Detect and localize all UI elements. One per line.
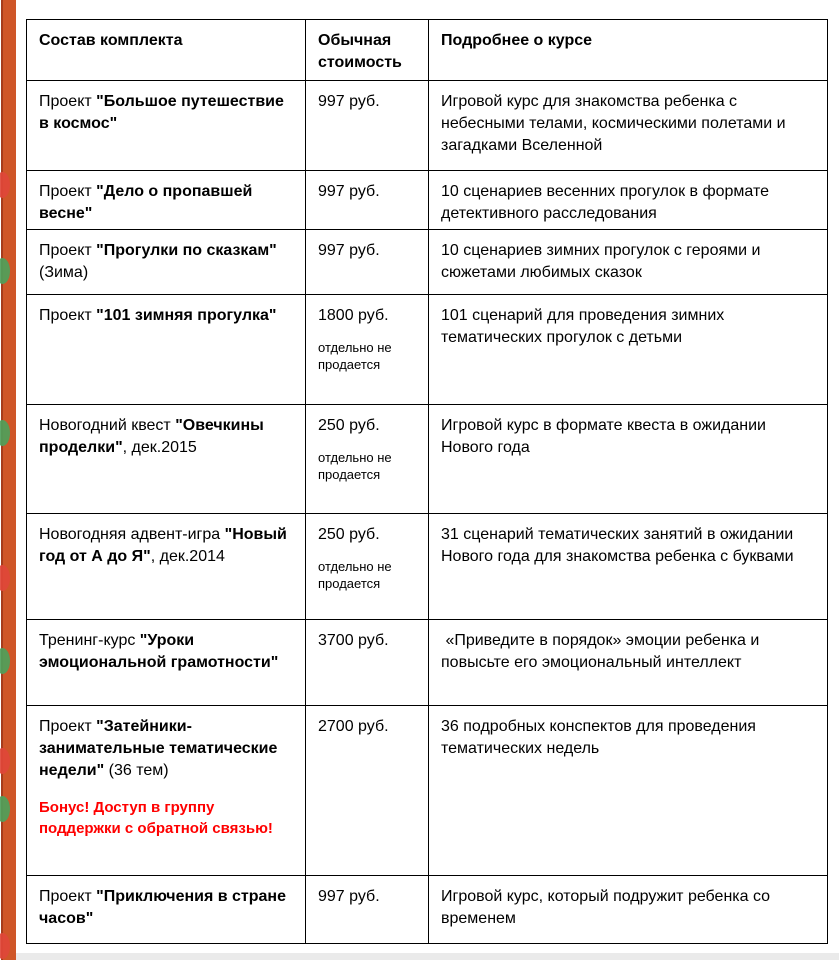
- course-table: [26, 19, 828, 944]
- course-name: [39, 716, 293, 782]
- cell-composition: [27, 230, 306, 295]
- course-name-title: "Дело о пропавшей весне": [39, 183, 253, 222]
- cell-description: [429, 514, 828, 620]
- price-value: 997 руб.: [318, 242, 380, 259]
- strip-ornament: [0, 933, 10, 959]
- table-row: [27, 514, 828, 620]
- table-row: [27, 230, 828, 295]
- table-header-row: [27, 20, 828, 81]
- table-body: [27, 81, 828, 944]
- course-name: [39, 305, 293, 327]
- bottom-bar: [16, 953, 839, 960]
- column-header-details: Подробнее о курсе: [429, 20, 828, 81]
- course-name-prefix: Проект: [39, 93, 97, 110]
- course-name: [39, 91, 293, 135]
- cell-composition: [27, 876, 306, 944]
- course-description: «Приведите в порядок» эмоции ребенка и повысьте его эмоциональный интеллект: [441, 632, 760, 671]
- course-name-prefix: Тренинг-курс: [39, 632, 140, 649]
- course-name: [39, 181, 293, 225]
- course-name-prefix: Проект: [39, 242, 97, 259]
- course-name-suffix: (36 тем): [104, 762, 169, 779]
- course-description: 101 сценарий для проведения зимних тематических прогулок с детьми: [441, 307, 725, 346]
- course-description: 10 сценариев зимних прогулок с героями и сюжетами любимых сказок: [441, 242, 761, 281]
- table-row: [27, 706, 828, 876]
- course-name-prefix: Новогодний квест: [39, 417, 176, 434]
- price-note: отдельно не продается: [318, 340, 392, 372]
- price-note: отдельно не продается: [318, 559, 392, 591]
- course-name-title: "Затейники-занимательные тематические недели": [39, 718, 278, 779]
- course-name-title: "Большое путешествие в космос": [39, 93, 284, 132]
- price-value: 3700 руб.: [318, 632, 389, 649]
- course-name-suffix: (Зима): [39, 264, 89, 281]
- strip-ornament: [0, 258, 10, 284]
- course-name-title: "Приключения в стране часов": [39, 888, 286, 927]
- course-name: [39, 240, 293, 284]
- table-row: [27, 405, 828, 514]
- table-row: [27, 295, 828, 405]
- price-value: 250 руб.: [318, 526, 380, 543]
- course-description: Игровой курс для знакомства ребенка с небесными телами, космическими полетами и загадками Вселенной: [441, 93, 786, 154]
- strip-ornament: [0, 648, 10, 674]
- strip-ornament: [0, 420, 10, 446]
- price-note: отдельно не продается: [318, 450, 392, 482]
- course-name: [39, 886, 293, 930]
- cell-composition: [27, 81, 306, 171]
- cell-description: [429, 706, 828, 876]
- cell-description: [429, 81, 828, 171]
- course-description: Игровой курс в формате квеста в ожидании Нового года: [441, 417, 766, 456]
- strip-ornament: [0, 748, 10, 774]
- price-value: 1800 руб.: [318, 307, 389, 324]
- column-header-price: Обычная стоимость: [306, 20, 429, 81]
- cell-description: [429, 620, 828, 706]
- cell-price: [306, 876, 429, 944]
- cell-description: [429, 230, 828, 295]
- table-row: [27, 171, 828, 230]
- price-value: 997 руб.: [318, 183, 380, 200]
- table-row: [27, 876, 828, 944]
- course-name-suffix: , дек.2015: [122, 439, 197, 456]
- cell-description: [429, 295, 828, 405]
- course-name-prefix: Проект: [39, 183, 97, 200]
- cell-composition: [27, 514, 306, 620]
- cell-composition: [27, 706, 306, 876]
- price-value: 250 руб.: [318, 417, 380, 434]
- course-name: [39, 524, 293, 568]
- table-row: [27, 81, 828, 171]
- cell-price: [306, 171, 429, 230]
- course-description: 36 подробных конспектов для проведения тематических недель: [441, 718, 756, 757]
- strip-ornament: [0, 172, 10, 198]
- price-value: 2700 руб.: [318, 718, 389, 735]
- cell-description: [429, 171, 828, 230]
- table-row: [27, 620, 828, 706]
- course-description: Игровой курс, который подружит ребенка со временем: [441, 888, 771, 927]
- cell-composition: [27, 295, 306, 405]
- cell-price: [306, 405, 429, 514]
- course-name-prefix: Проект: [39, 888, 97, 905]
- course-name-prefix: Проект: [39, 718, 97, 735]
- cell-price: [306, 706, 429, 876]
- strip-ornament: [0, 565, 10, 591]
- course-name: [39, 415, 293, 459]
- cell-price: [306, 81, 429, 171]
- course-name-prefix: Новогодняя адвент-игра: [39, 526, 225, 543]
- course-description: 10 сценариев весенних прогулок в формате детективного расследования: [441, 183, 770, 222]
- cell-description: [429, 876, 828, 944]
- course-name-title: "Новый год от А до Я": [39, 526, 287, 565]
- cell-description: [429, 405, 828, 514]
- cell-price: [306, 514, 429, 620]
- course-description: 31 сценарий тематических занятий в ожидании Нового года для знакомства ребенка с буквами: [441, 526, 794, 565]
- course-name-title: "101 зимняя прогулка": [96, 307, 277, 324]
- cell-composition: [27, 405, 306, 514]
- course-name-title: "Прогулки по сказкам": [96, 242, 277, 259]
- cell-price: [306, 620, 429, 706]
- page-background-strip: [0, 0, 16, 960]
- column-header-composition: Состав комплекта: [27, 20, 306, 81]
- cell-price: [306, 230, 429, 295]
- course-name-suffix: , дек.2014: [150, 548, 225, 565]
- course-name-prefix: Проект: [39, 307, 97, 324]
- cell-composition: [27, 620, 306, 706]
- course-name-title: "Овечкины проделки": [39, 417, 264, 456]
- cell-price: [306, 295, 429, 405]
- bonus-note: Бонус! Доступ в группу поддержки с обратной связью!: [39, 799, 273, 837]
- price-value: 997 руб.: [318, 888, 380, 905]
- price-value: 997 руб.: [318, 93, 380, 110]
- course-name-title: "Уроки эмоциональной грамотности": [39, 632, 279, 671]
- course-name: [39, 630, 293, 674]
- strip-ornament: [0, 796, 10, 822]
- cell-composition: [27, 171, 306, 230]
